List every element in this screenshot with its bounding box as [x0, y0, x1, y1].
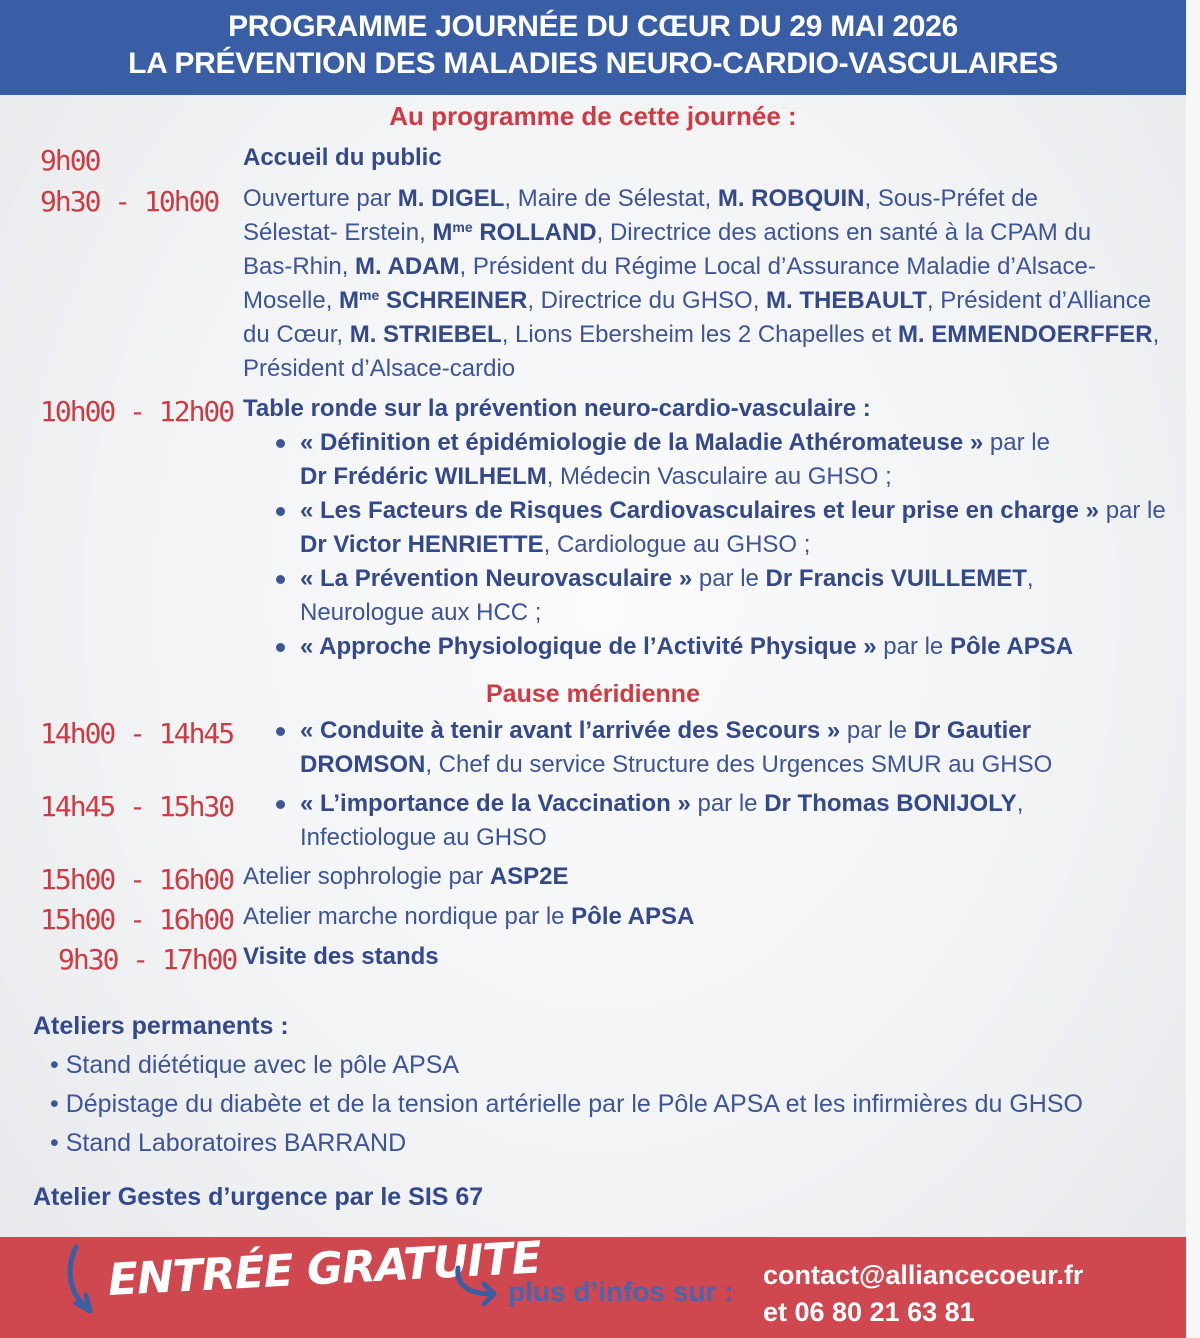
time-slot: 15h00 - 16h00 — [40, 863, 234, 896]
time-slot: 10h00 - 12h00 — [40, 395, 234, 428]
talk-line: « La Prévention Neurovasculaire » par le Dr Francis VUILLEMET, — [300, 565, 1034, 592]
talk-line: Neurologue aux HCC ; — [300, 599, 542, 626]
visite-stands: Visite des stands — [243, 943, 439, 970]
accueil-text: Accueil du public — [243, 144, 442, 171]
plus-infos-label: plus d’infos sur : — [508, 1276, 734, 1307]
talk-line: « Approche Physiologique de l’Activité Physique » par le Pôle APSA — [300, 633, 1074, 660]
bullet-dot — [276, 727, 285, 736]
time-slot: 14h00 - 14h45 — [40, 717, 234, 750]
bullet-dot — [276, 507, 285, 516]
header-title-line2: LA PRÉVENTION DES MALADIES NEURO-CARDIO-VASCULAIRES — [128, 47, 1058, 80]
atelier-gestes-urgence: Atelier Gestes d’urgence par le SIS 67 — [33, 1183, 484, 1211]
curved-arrow-icon — [452, 1264, 504, 1310]
header-title-line1: PROGRAMME JOURNÉE DU CŒUR DU 29 MAI 2026 — [228, 10, 958, 43]
ouverture-line: Bas-Rhin, M. ADAM, Président du Régime Local d’Assurance Maladie d’Alsace- — [243, 253, 1096, 280]
time-slot: 9h00 — [40, 144, 100, 177]
ouverture-line: du Cœur, M. STRIEBEL, Lions Ebersheim les 2 Chapelles et M. EMMENDOERFFER, — [243, 321, 1160, 348]
permanent-item: • Stand diététique avec le pôle APSA — [50, 1051, 460, 1079]
permanent-item: • Stand Laboratoires BARRAND — [50, 1129, 407, 1157]
table-ronde-title: Table ronde sur la prévention neuro-cardio-vasculaire : — [243, 395, 871, 422]
contact-block — [763, 1257, 1083, 1331]
atelier-sophrologie: Atelier sophrologie par ASP2E — [243, 863, 569, 890]
talk-line: Dr Victor HENRIETTE, Cardiologue au GHSO ; — [300, 531, 811, 558]
permanent-item: • Dépistage du diabète et de la tension artérielle par le Pôle APSA et les infirmières du GHSO — [50, 1090, 1083, 1118]
talk-line: « Les Facteurs de Risques Cardiovasculaires et leur prise en charge » par le — [300, 497, 1166, 524]
ouverture-line: Ouverture par M. DIGEL, Maire de Sélestat, M. ROBQUIN, Sous-Préfet de — [243, 185, 1038, 212]
atelier-marche: Atelier marche nordique par le Pôle APSA — [243, 903, 695, 930]
ouverture-line: Moselle, $M^{me}$ SCHREINER, Directrice du GHSO, M. THEBAULT, Président d’Alliance — [243, 287, 1152, 314]
curved-arrow-icon — [62, 1243, 106, 1323]
contact-email[interactable]: contact@alliancecoeur.fr — [763, 1260, 1084, 1290]
talk-line: Dr Frédéric WILHELM, Médecin Vasculaire au GHSO ; — [300, 463, 892, 490]
time-slot: 15h00 - 16h00 — [40, 903, 234, 936]
contact-phone: et 06 80 21 63 81 — [763, 1297, 975, 1327]
ouverture-line: Président d’Alsace-cardio — [243, 355, 516, 382]
bullet-dot — [276, 643, 285, 652]
talk-line: « L’importance de la Vaccination » par le Dr Thomas BONIJOLY, — [300, 790, 1024, 817]
bullet-dot — [276, 575, 285, 584]
time-slot: 9h30 - 17h00 — [58, 943, 237, 976]
program-heading: Au programme de cette journée : — [389, 101, 797, 131]
header-banner — [0, 0, 1186, 95]
permanents-title: Ateliers permanents : — [33, 1012, 289, 1040]
bullet-dot — [276, 439, 285, 448]
bullet-dot — [276, 800, 285, 809]
talk-line: « Définition et épidémiologie de la Maladie Athéromateuse » par le — [300, 429, 1050, 456]
page-edge — [1186, 0, 1200, 1338]
talk-line: « Conduite à tenir avant l’arrivée des Secours » par le Dr Gautier — [300, 717, 1031, 744]
pause-label: Pause méridienne — [486, 680, 700, 708]
time-slot: 9h30 - 10h00 — [40, 185, 219, 218]
entree-gratuite-text: ENTRÉE GRATUITE — [106, 1232, 542, 1306]
talk-line: DROMSON, Chef du service Structure des Urgences SMUR au GHSO — [300, 751, 1053, 778]
ouverture-line: Sélestat- Erstein, $M^{me}$ ROLLAND, Directrice des actions en santé à la CPAM du — [243, 219, 1092, 246]
talk-line: Infectiologue au GHSO — [300, 824, 547, 851]
time-slot: 14h45 - 15h30 — [40, 790, 234, 823]
